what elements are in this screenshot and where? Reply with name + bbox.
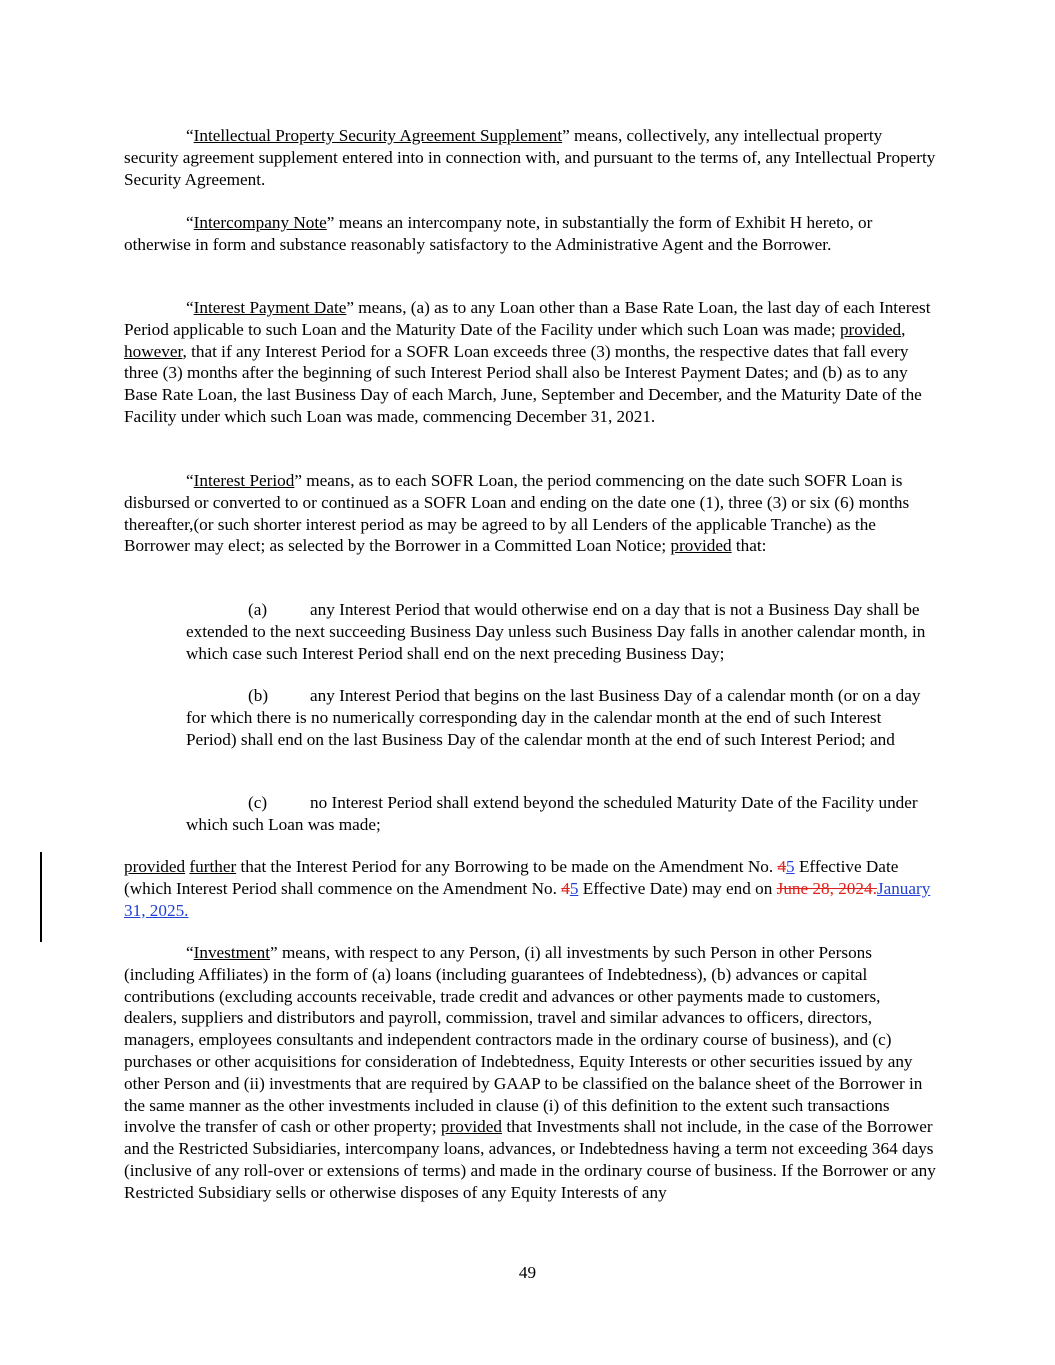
clause-label: (c) (248, 793, 268, 812)
clause-label: (a) (248, 600, 268, 619)
inserted-date: January 31, 2025. (124, 878, 931, 920)
clause-c: (c) no Interest Period shall extend beyond the scheduled Maturity Date of the Facility under which such Loan was made; (186, 793, 918, 834)
page-number: 49 (518, 1263, 537, 1282)
provided-keyword: provided (839, 319, 902, 339)
however-keyword: however (124, 341, 183, 361)
defined-term: Interest Payment Date (193, 298, 347, 317)
provided-keyword: provided (440, 1117, 503, 1137)
defined-term: Interest Period (193, 471, 295, 490)
defined-term: Intercompany Note (193, 213, 327, 232)
further-keyword: further (189, 857, 237, 876)
inserted-text: 5 (786, 857, 795, 876)
deleted-date: June 28, 2024. (776, 878, 877, 898)
clause-b: (b) any Interest Period that begins on the last Business Day of a calendar month (or on a day for which there is no numerically corresponding day in the calendar month at the end of such Interest Period) shall end on the last Business Day of the calendar month at the end of such Interest Period; and (186, 686, 921, 749)
provided-keyword: provided (670, 536, 732, 556)
definition-investment: “Investment” means, with respect to any Person, (i) all investments by such Person in other Persons (including Affiliates) in the form of (a) loans (including guarantees of Indebtedness), (b) advances or capital contributions (excluding accounts receivable, trade credit and advances or other payments made to customers, dealers, suppliers and distributors and payroll, commission, travel and similar advances to officers, directors, managers, employees consultants and independent contractors made in the ordinary course of business), and (c) purchases or other acquisitions for consideration of Indebtedness, Equity Interests or other securities issued by any other Person and (ii) investments that are required by GAAP to be classified on the balance sheet of the Borrower in the same manner as the other investments included in clause (i) of this definition to the extent such transactions involve the transfer of cash or other property; provided that Investments shall not include, in the case of the Borrower and the Restricted Subsidiaries, intercompany loans, advances, or Indebtedness having a term not exceeding 364 days (inclusive of any roll-over or extensions of terms) and made in the ordinary course of business. If the Borrower or any Restricted Subsidiary sells or otherwise disposes of any Equity Interests of any (124, 943, 936, 1202)
definition-intellectual-property-security-agreement-supplement: “Intellectual Property Security Agreement Supplement” means, collectively, any intellectual property security agreement supplement entered into in connection with, and pursuant to the terms of, any Intellectual Property Security Agreement. (124, 126, 936, 189)
inserted-text: 5 (569, 878, 579, 898)
provided-further-paragraph: provided further that the Interest Period for any Borrowing to be made on the Amendment No. 45 Effective Date (which Interest Period shall commence on the Amendment No. 45 Effective Date) may end on June 28, 2024.January 31, 2025. (124, 857, 931, 920)
clause-a: (a) any Interest Period that would otherwise end on a day that is not a Business Day shall be extended to the next succeeding Business Day unless such Business Day falls in another calendar month, in which case such Interest Period shall end on the next preceding Business Day; (186, 600, 926, 663)
definition-interest-payment-date: “Interest Payment Date” means, (a) as to any Loan other than a Base Rate Loan, the last day of each Interest Period applicable to such Loan and the Maturity Date of the Facility under which such Loan was made; provided, however, that if any Interest Period for a SOFR Loan exceeds three (3) months, the respective dates that fall every three (3) months after the beginning of such Interest Period shall also be Interest Payment Dates; and (b) as to any Base Rate Loan, the last Business Day of each March, June, September and December, and the Maturity Date of the Facility under which such Loan was made, commencing December 31, 2021. (124, 298, 931, 426)
deleted-text: 4 (777, 857, 787, 876)
definition-intercompany-note: “Intercompany Note” means an intercompany note, in substantially the form of Exhibit H hereto, or otherwise in form and substance reasonably satisfactory to the Administrative Agent and the Borrower. (124, 213, 873, 254)
defined-term: Investment (193, 943, 271, 962)
provided-keyword: provided (124, 857, 186, 876)
clause-label: (b) (248, 686, 269, 705)
definition-interest-period: “Interest Period” means, as to each SOFR Loan, the period commencing on the date such SOFR Loan is disbursed or converted to or continued as a SOFR Loan and ending on the date one (1), three (3) or six (6) months thereafter,(or such shorter interest period as may be agreed to by all Lenders of the applicable Tranche) as the Borrower may elect; as selected by the Borrower in a Committed Loan Notice; provided that: (124, 471, 910, 556)
deleted-text: 4 (561, 878, 570, 898)
change-bar (40, 852, 42, 942)
defined-term: Intellectual Property Security Agreement Supplement (193, 126, 563, 145)
